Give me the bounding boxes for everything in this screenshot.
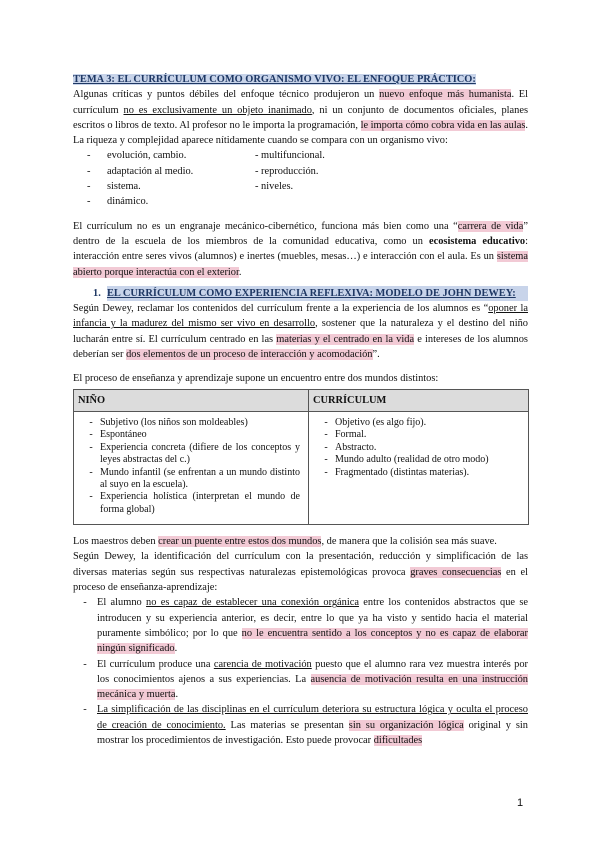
intro-text: Algunas críticas y puntos débiles del enfoque técnico produjeron un — [73, 89, 380, 101]
table-list-item: - Objetivo (es algo fijo). — [324, 416, 427, 428]
highlight: sistema abierto porque interactúa con el exterior — [73, 251, 528, 278]
feature-item: - reproducción. — [255, 165, 319, 177]
table-list-item: - Experiencia concreta (difiere de los conceptos y leyes abstractas del c.) — [89, 441, 300, 466]
table-list-item: - Abstracto. — [324, 441, 377, 453]
dewey-paragraph: Según Dewey, reclamar los contenidos del currículum frente a la experiencia de los alumnos es “oponer la infancia y la madurez del mismo ser vivo en desarrollo, sostener que la naturaleza y el destino del niño lucharán entre sí. El currículum centrado en las materias y el centrado en la vida e intereses de los alumnos deberían ser dos elementos de un proceso de interacción y acomodación”. — [73, 303, 529, 361]
feature-item: - dinámico. — [87, 196, 149, 208]
table-cell-curriculum — [309, 411, 529, 524]
features-left-column — [87, 148, 255, 209]
worlds-intro-paragraph: El proceso de enseñanza y aprendizaje supone un encuentro entre dos mundos distintos: — [73, 373, 439, 385]
document-body — [73, 72, 528, 748]
consequence-item: - El currículum produce una carencia de motivación puesto que el alumno rara vez muestra interés por los conocimientos ajenos a sus experiencias. La ausencia de motivación resulta en una instrucción mecánica y muerta. — [83, 658, 528, 701]
chapter-title-line — [73, 72, 528, 87]
table-list-item: - Subjetivo (los niños son moldeables) — [89, 416, 248, 428]
consequences-paragraph: Según Dewey, la identificación del currículum con la presentación, reducción y simplificación de las diversas materias según sus respectivas naturalezas epistemológicas provoca graves consecuencias en el proceso de enseñanza-aprendizaje: — [73, 551, 528, 594]
highlight: dos elementos de un proceso de interacción y acomodación — [126, 349, 373, 361]
section-title: EL CURRÍCULUM COMO EXPERIENCIA REFLEXIVA: MODELO DE JOHN DEWEY: — [107, 286, 528, 301]
highlight: graves consecuencias — [410, 566, 502, 578]
comparison-table — [73, 389, 529, 526]
underline: oponer la infancia y la madurez del mismo ser vivo en desarrollo — [73, 303, 528, 330]
table-list-item: - Formal. — [324, 429, 367, 441]
table-cell-nino — [74, 411, 309, 524]
bridge-paragraph: Los maestros deben crear un puente entre estos dos mundos, de manera que la colisión sea más suave. — [73, 536, 497, 548]
ecosystem-paragraph: El currículum no es un engranaje mecánico-cibernético, funciona más bien como una “carrera de vida” dentro de la escuela de los miembros de la comunidad educativa, como un ecosistema educativo: interacción entre seres vivos (alumnos) e inertes (muebles, mesas…) e interacción con el aula. Es un sistema abierto porque interactúa con el exterior. — [73, 220, 528, 278]
intro-highlight: le importa cómo cobra vida en las aulas — [360, 119, 526, 131]
table-list-item: - Mundo infantil (se enfrentan a un mundo distinto al suyo en la escuela). — [89, 466, 300, 490]
highlight: dificultades — [373, 735, 423, 747]
table-header-curriculum: CURRÍCULUM — [309, 389, 529, 411]
consequence-item: - El alumno no es capaz de establecer una conexión orgánica entre los contenidos abstractos que se introducen y su experiencia anterior, es decir, entre lo que ya ha visto y sentido hacia el material puramente simbólico; por lo que no le encuentra sentido a los conceptos y no es capaz de elaborar ningún significado. — [83, 597, 528, 655]
intro-text: , ni un conjunto de documentos oficiales, planes escritos o libros de texto. Al profesor no le importa la programación, — [73, 104, 529, 131]
intro-text: . El currículum — [73, 89, 528, 116]
intro-text: . La riqueza y complejidad aparece nítidamente cuando se compara con un organismo vivo: — [73, 119, 529, 147]
feature-item: - evolución, cambio. — [87, 150, 187, 162]
table-header-nino: NIÑO — [74, 389, 309, 411]
consequence-item: - La simplificación de las disciplinas en el currículum deteriora su estructura lógica y oculta el proceso de creación de conocimiento. Las materias se presentan sin su organización lógica original y sin mostrar los procedimientos de investigación. Esto puede provocar dificultades — [83, 704, 529, 747]
highlight: no le encuentra sentido a los conceptos y no es capaz de elaborar ningún significado — [97, 627, 528, 655]
highlight: ausencia de motivación resulta en una instrucción mecánica y muerta — [97, 673, 528, 701]
organism-features-list — [87, 148, 528, 209]
features-right-column — [255, 148, 455, 209]
page-number: 1 — [517, 797, 524, 809]
table-list-item: - Espontáneo — [89, 429, 147, 441]
highlight: materias y el centrado en la vida — [276, 333, 415, 345]
table-list-item: - Fragmentado (distintas materias). — [324, 466, 470, 478]
chapter-title: TEMA 3: EL CURRÍCULUM COMO ORGANISMO VIVO: EL ENFOQUE PRÁCTICO: — [73, 74, 476, 85]
table-list-item: - Experiencia holística (interpretan el mundo de forma global) — [89, 491, 300, 515]
section-number: 1. — [93, 287, 101, 299]
feature-item: - multifuncional. — [255, 150, 325, 162]
intro-underline: no es exclusivamente un objeto inanimado — [123, 104, 312, 116]
highlight: crear un puente entre estos dos mundos — [158, 536, 322, 548]
feature-item: - sistema. — [87, 181, 141, 193]
underline: no es capaz de establecer una conexión orgánica — [146, 597, 359, 609]
table-list-item: - Mundo adulto (realidad de otro modo) — [324, 454, 489, 466]
highlight: sin su organización lógica — [348, 719, 464, 731]
bold-term: ecosistema educativo — [429, 235, 526, 247]
underline: carencia de motivación — [213, 658, 312, 670]
intro-highlight: nuevo enfoque más humanista — [379, 89, 512, 101]
intro-paragraph — [73, 87, 528, 148]
underline: La simplificación de las disciplinas en el currículum deteriora su estructura lógica y oculta el proceso de creación de conocimiento. — [97, 704, 528, 731]
feature-item: - niveles. — [255, 181, 294, 193]
section-heading — [93, 286, 528, 301]
highlight: carrera de vida — [457, 220, 524, 232]
feature-item: - adaptación al medio. — [87, 165, 194, 177]
